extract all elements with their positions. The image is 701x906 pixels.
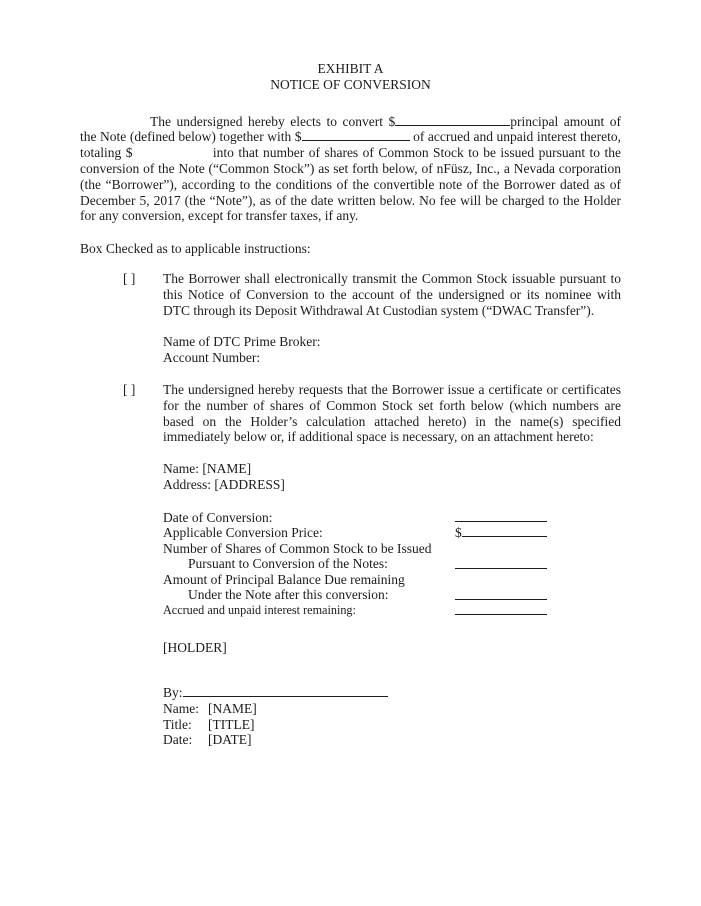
signature-block bbox=[163, 685, 621, 748]
intro-text-2: principal amount of the Note (defined below) together with $ bbox=[80, 113, 621, 145]
conversion-price-label: Applicable Conversion Price: bbox=[163, 525, 323, 541]
principal-remaining-row-2 bbox=[163, 587, 621, 603]
by-label: By: bbox=[163, 685, 183, 701]
principal-amount-blank[interactable] bbox=[395, 114, 510, 126]
signature-date-value: [DATE] bbox=[208, 732, 252, 748]
interest-remaining-label: Accrued and unpaid interest remaining: bbox=[163, 602, 356, 617]
interest-amount-blank[interactable] bbox=[302, 129, 410, 141]
dtc-info-block bbox=[163, 334, 621, 366]
interest-remaining-row bbox=[163, 603, 621, 619]
signature-title-row bbox=[163, 717, 621, 733]
date-of-conversion-label: Date of Conversion: bbox=[163, 509, 273, 525]
interest-remaining-blank[interactable] bbox=[455, 604, 547, 615]
dwac-checkbox[interactable]: [ ] bbox=[123, 270, 136, 286]
dtc-broker-label: Name of DTC Prime Broker: bbox=[163, 334, 321, 350]
signature-name-label: Name: bbox=[163, 700, 199, 716]
instructions-heading: Box Checked as to applicable instructions: bbox=[80, 241, 311, 257]
intro-text-3: of accrued and unpaid interest thereto, totaling $ bbox=[80, 129, 621, 161]
signature-name-row bbox=[163, 701, 621, 717]
shares-issued-row-2 bbox=[163, 556, 621, 572]
shares-issued-row-1 bbox=[163, 541, 621, 557]
shares-issued-label-1: Number of Shares of Common Stock to be Issued bbox=[163, 540, 432, 556]
total-amount-blank[interactable] bbox=[132, 146, 208, 157]
holder-name-address-block bbox=[163, 461, 621, 493]
document-content bbox=[80, 0, 621, 748]
conversion-price-blank[interactable] bbox=[462, 525, 547, 537]
holder-signature-heading: [HOLDER] bbox=[163, 640, 227, 656]
signature-name-value: [NAME] bbox=[208, 700, 257, 716]
certificate-option-text: The undersigned hereby requests that the Borrower issue a certificate or certificates for the number of shares of Common Stock set forth below (which numbers are based on the Holder’s calculation attached hereto) in the name(s) specified immediately below or, if additional space is necessary, on an attachment hereto: bbox=[163, 381, 621, 445]
signature-title-value: [TITLE] bbox=[208, 716, 255, 732]
holder-name-line: Name: [NAME] bbox=[163, 461, 252, 477]
intro-text-1: The undersigned hereby elects to convert $ bbox=[150, 113, 396, 129]
signature-date-row bbox=[163, 732, 621, 748]
notice-heading: NOTICE OF CONVERSION bbox=[270, 76, 431, 92]
document-title bbox=[80, 61, 621, 93]
conversion-fields bbox=[163, 510, 621, 619]
principal-remaining-blank[interactable] bbox=[455, 589, 547, 600]
signature-date-label: Date: bbox=[163, 732, 193, 748]
dwac-transfer-option bbox=[80, 271, 621, 318]
dwac-option-text: The Borrower shall electronically transmit the Common Stock issuable pursuant to this Notice of Conversion to the account of the undersigned or its nominee with DTC through its Deposit Withdrawal At Custodian system (“DWAC Transfer”). bbox=[163, 270, 621, 318]
certificate-checkbox[interactable]: [ ] bbox=[123, 381, 136, 397]
conversion-price-row bbox=[163, 525, 621, 541]
date-of-conversion-blank[interactable] bbox=[455, 511, 547, 522]
dollar-sign: $ bbox=[455, 524, 462, 540]
shares-issued-blank[interactable] bbox=[455, 558, 547, 569]
dtc-account-label: Account Number: bbox=[163, 350, 261, 366]
signature-line[interactable] bbox=[183, 685, 388, 697]
date-of-conversion-row bbox=[163, 510, 621, 526]
exhibit-heading: EXHIBIT A bbox=[317, 61, 384, 76]
certificate-option bbox=[80, 382, 621, 445]
intro-paragraph bbox=[80, 114, 621, 225]
intro-text-4: into that number of shares of Common Stock to be issued pursuant to the conversion of the Note (“Common Stock”) as set forth below, of nFüsz, Inc., a Nevada corporation (the “Borrower”), according to the conditions of the convertible note of the Borrower dated as of December 5, 2017 (the “Note”), as of the date written below. No fee will be charged to the Holder for any conversion, except for transfer taxes, if any. bbox=[80, 145, 621, 224]
conversion-price-field bbox=[455, 525, 548, 541]
signature-title-label: Title: bbox=[163, 716, 192, 732]
principal-remaining-row-1 bbox=[163, 572, 621, 588]
shares-issued-label-2: Pursuant to Conversion of the Notes: bbox=[188, 556, 388, 572]
signature-by-row bbox=[163, 685, 621, 701]
principal-remaining-label-2: Under the Note after this conversion: bbox=[188, 587, 389, 603]
holder-address-line: Address: [ADDRESS] bbox=[163, 476, 285, 492]
principal-remaining-label-1: Amount of Principal Balance Due remaining bbox=[163, 571, 405, 587]
